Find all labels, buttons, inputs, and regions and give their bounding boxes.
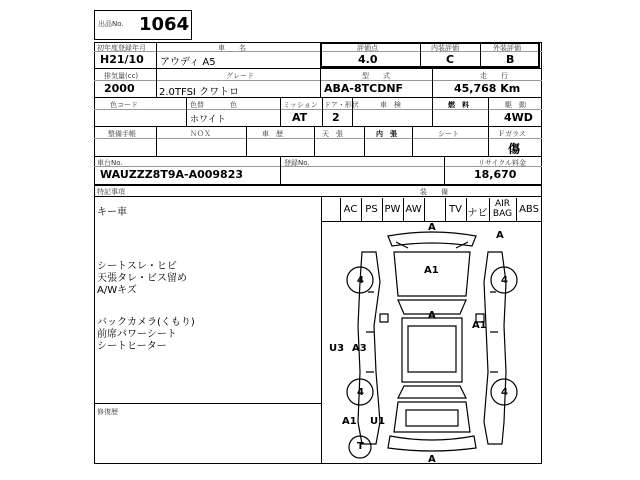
displacement-value: 2000 bbox=[104, 82, 135, 95]
tire-rear-left: 4 bbox=[357, 387, 364, 398]
damage-left-u3: U3 bbox=[329, 343, 345, 354]
model-code-value: ABA-8TCDNF bbox=[324, 82, 404, 95]
recycle-label: リサイクル料金 bbox=[478, 159, 527, 167]
damage-left-a3: A3 bbox=[352, 343, 367, 354]
interior-lining-label: 内 張 bbox=[376, 130, 397, 138]
equip-ac: AC bbox=[343, 204, 358, 215]
damage-right-front: A bbox=[496, 230, 504, 241]
lot-number-box bbox=[94, 10, 192, 40]
grade-label: グレード bbox=[226, 72, 254, 80]
manual-label: 整備手帳 bbox=[108, 130, 136, 138]
drive-label: 駆 動 bbox=[505, 101, 526, 109]
exterior-grade-label: 外装評価 bbox=[493, 44, 521, 52]
interior-grade-value: C bbox=[446, 53, 455, 66]
row-divider bbox=[94, 184, 542, 186]
damage-roof: A bbox=[428, 310, 436, 321]
repair-history-label: 修復歴 bbox=[97, 408, 118, 416]
damage-rear: A bbox=[428, 454, 436, 465]
front-glass-label: Ｆガラス bbox=[498, 130, 526, 138]
equip-airbag: AIR BAG bbox=[492, 199, 513, 219]
seat-label: シート bbox=[438, 130, 459, 138]
equip-aw: AW bbox=[405, 204, 422, 215]
row-divider bbox=[94, 196, 542, 197]
history-label: 車 歴 bbox=[262, 130, 283, 138]
equipment-label: 装 備 bbox=[420, 188, 448, 196]
tire-front-left: 4 bbox=[357, 275, 364, 286]
inspection-label: 車 検 bbox=[380, 101, 401, 109]
chassis-value: WAUZZZ8T9A-A009823 bbox=[100, 168, 243, 181]
color-value: ホワイト bbox=[190, 115, 226, 125]
front-glass-value: 傷 bbox=[508, 142, 521, 156]
model-code-label: 型 式 bbox=[362, 72, 390, 80]
displacement-label: 排気量(cc) bbox=[104, 72, 139, 80]
score-value: 4.0 bbox=[358, 53, 378, 66]
row-divider bbox=[94, 126, 542, 127]
exterior-grade-value: B bbox=[506, 53, 515, 66]
row-divider bbox=[94, 68, 542, 69]
damage-front: A bbox=[428, 222, 436, 233]
equip-abs: ABS bbox=[519, 204, 539, 215]
equip-navi: ナビ bbox=[467, 208, 488, 219]
score-label: 評価点 bbox=[357, 44, 378, 52]
reg-year-label: 初年度登録年月 bbox=[97, 44, 146, 52]
roof-label: 天 張 bbox=[322, 130, 343, 138]
interior-grade-label: 内装評価 bbox=[431, 44, 459, 52]
chassis-label: 車台No. bbox=[97, 159, 123, 167]
color-code-label: 色コード bbox=[110, 101, 138, 109]
row-divider bbox=[94, 403, 321, 404]
mission-label: ミッション bbox=[283, 101, 318, 109]
lot-number-value: 1064 bbox=[139, 14, 190, 35]
lot-number-label: 出品No. bbox=[98, 20, 124, 28]
car-name-value: アウディ A5 bbox=[160, 57, 216, 68]
fuel-label: 燃 料 bbox=[448, 101, 469, 109]
note-line: シートヒーター bbox=[97, 341, 167, 352]
notes-label: 特記事項 bbox=[97, 188, 125, 196]
equip-tv: TV bbox=[449, 204, 462, 215]
color-label: 色 bbox=[230, 101, 237, 109]
nox-label: ＮＯＸ bbox=[190, 130, 211, 138]
recycle-value: 18,670 bbox=[474, 168, 517, 181]
note-line: バックカメラ(くもり) bbox=[97, 317, 195, 328]
damage-right-door: A1 bbox=[472, 320, 487, 331]
damage-hood: A1 bbox=[424, 265, 439, 276]
mileage-value: 45,768 Km bbox=[454, 82, 521, 95]
note-line: 前席パワーシート bbox=[97, 329, 177, 340]
drive-value: 4WD bbox=[504, 111, 533, 124]
equip-ps: PS bbox=[365, 204, 378, 215]
mileage-label: 走 行 bbox=[480, 72, 508, 80]
doors-value: 2 bbox=[332, 111, 340, 124]
doors-label: ドア・形状 bbox=[324, 101, 359, 109]
registration-label: 登録No. bbox=[284, 159, 310, 167]
note-line: シートスレ・ヒビ bbox=[97, 261, 177, 272]
damage-rear-a1: A1 bbox=[342, 416, 357, 427]
equip-pw: PW bbox=[384, 204, 401, 215]
row-divider bbox=[94, 156, 542, 157]
note-line: A/Wキズ bbox=[97, 285, 137, 296]
car-name-label: 車 名 bbox=[218, 44, 246, 52]
tire-front-right: 4 bbox=[501, 275, 508, 286]
reg-year-value: H21/10 bbox=[100, 53, 144, 66]
note-line: 天張タレ・ビス留め bbox=[97, 273, 187, 284]
grade-value: 2.0TFSI クワトロ bbox=[159, 87, 240, 98]
note-line: キー車 bbox=[97, 207, 127, 218]
damage-rear-u1: U1 bbox=[370, 416, 386, 427]
tire-rear-right: 4 bbox=[501, 387, 508, 398]
mission-value: AT bbox=[292, 111, 308, 124]
color-change-label: 色替 bbox=[190, 101, 204, 109]
spare-tire: T bbox=[357, 441, 364, 452]
